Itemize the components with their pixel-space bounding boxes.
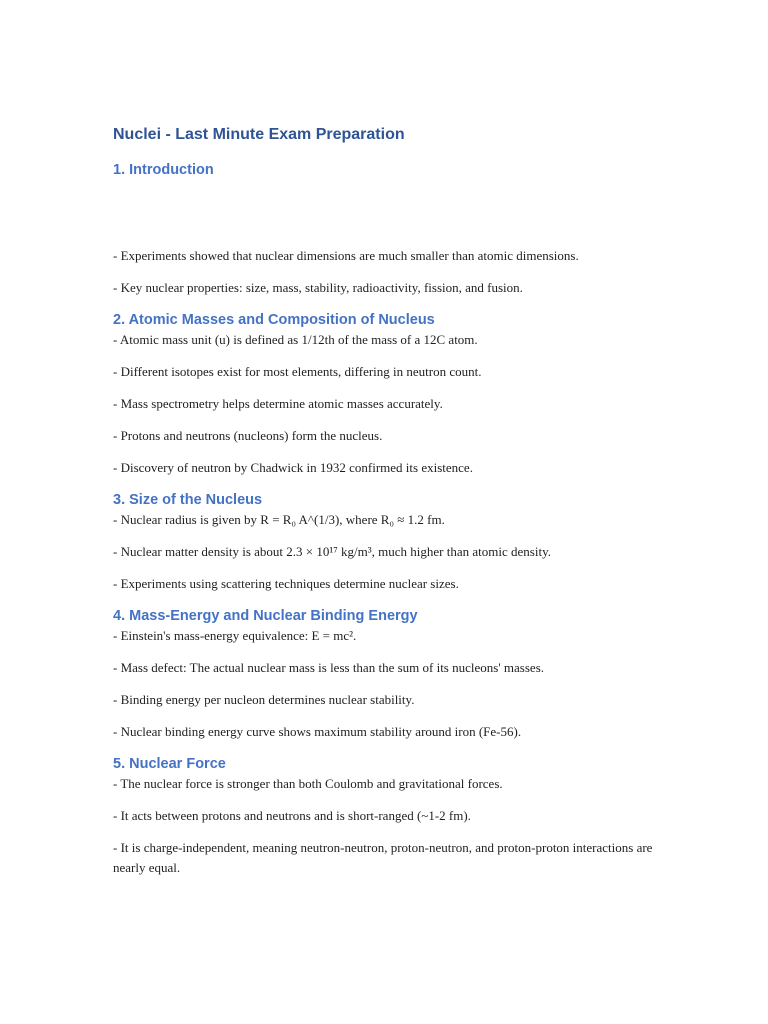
section-heading-size-of-nucleus: 3. Size of the Nucleus [113, 492, 263, 508]
bullet-paragraph: - Experiments using scattering techniques determine nuclear sizes. [113, 576, 459, 591]
bullet-paragraph: - Nuclear radius is given by R = R₀ A^(1/3), where R₀ ≈ 1.2 fm. [113, 512, 445, 527]
section-heading-atomic-masses: 2. Atomic Masses and Composition of Nucleus [113, 312, 435, 328]
section-binding-energy [113, 598, 658, 742]
intro-paragraph: - Experiments showed that nuclear dimensions are much smaller than atomic dimensions. [113, 248, 579, 263]
bullet-paragraph: - It is charge-independent, meaning neutron-neutron, proton-neutron, and proton-proton interactions are nearly equal. [113, 840, 653, 875]
section-heading-nuclear-force: 5. Nuclear Force [113, 756, 226, 772]
section-nuclear-force [113, 746, 658, 878]
bullet-paragraph: - Einstein's mass-energy equivalence: E = mc². [113, 628, 357, 643]
intro-paragraph: - Key nuclear properties: size, mass, stability, radioactivity, fission, and fusion. [113, 280, 523, 295]
bullet-paragraph: - Different isotopes exist for most elements, differing in neutron count. [113, 364, 482, 379]
bullet-paragraph: - Mass defect: The actual nuclear mass is less than the sum of its nucleons' masses. [113, 660, 544, 675]
bullet-paragraph: - The nuclear force is stronger than both Coulomb and gravitational forces. [113, 776, 503, 791]
document-title: Nuclei - Last Minute Exam Preparation [113, 126, 405, 143]
bullet-paragraph: - Discovery of neutron by Chadwick in 1932 confirmed its existence. [113, 460, 473, 475]
document-content [113, 124, 658, 882]
bullet-paragraph: - Nuclear binding energy curve shows maximum stability around iron (Fe-56). [113, 724, 522, 739]
section-heading-introduction: 1. Introduction [113, 162, 214, 178]
blank-space [113, 180, 658, 246]
section-atomic-masses [113, 302, 658, 478]
bullet-paragraph: - Protons and neutrons (nucleons) form the nucleus. [113, 428, 383, 443]
bullet-paragraph: - Mass spectrometry helps determine atomic masses accurately. [113, 396, 443, 411]
bullet-paragraph: - Binding energy per nucleon determines nuclear stability. [113, 692, 415, 707]
section-introduction [113, 160, 658, 298]
bullet-paragraph: - Atomic mass unit (u) is defined as 1/12th of the mass of a 12C atom. [113, 332, 478, 347]
bullet-paragraph: - Nuclear matter density is about 2.3 × 10¹⁷ kg/m³, much higher than atomic density. [113, 544, 551, 559]
section-size-of-nucleus [113, 482, 658, 594]
section-heading-binding-energy: 4. Mass-Energy and Nuclear Binding Energy [113, 608, 418, 624]
bullet-paragraph: - It acts between protons and neutrons and is short-ranged (~1-2 fm). [113, 808, 471, 823]
